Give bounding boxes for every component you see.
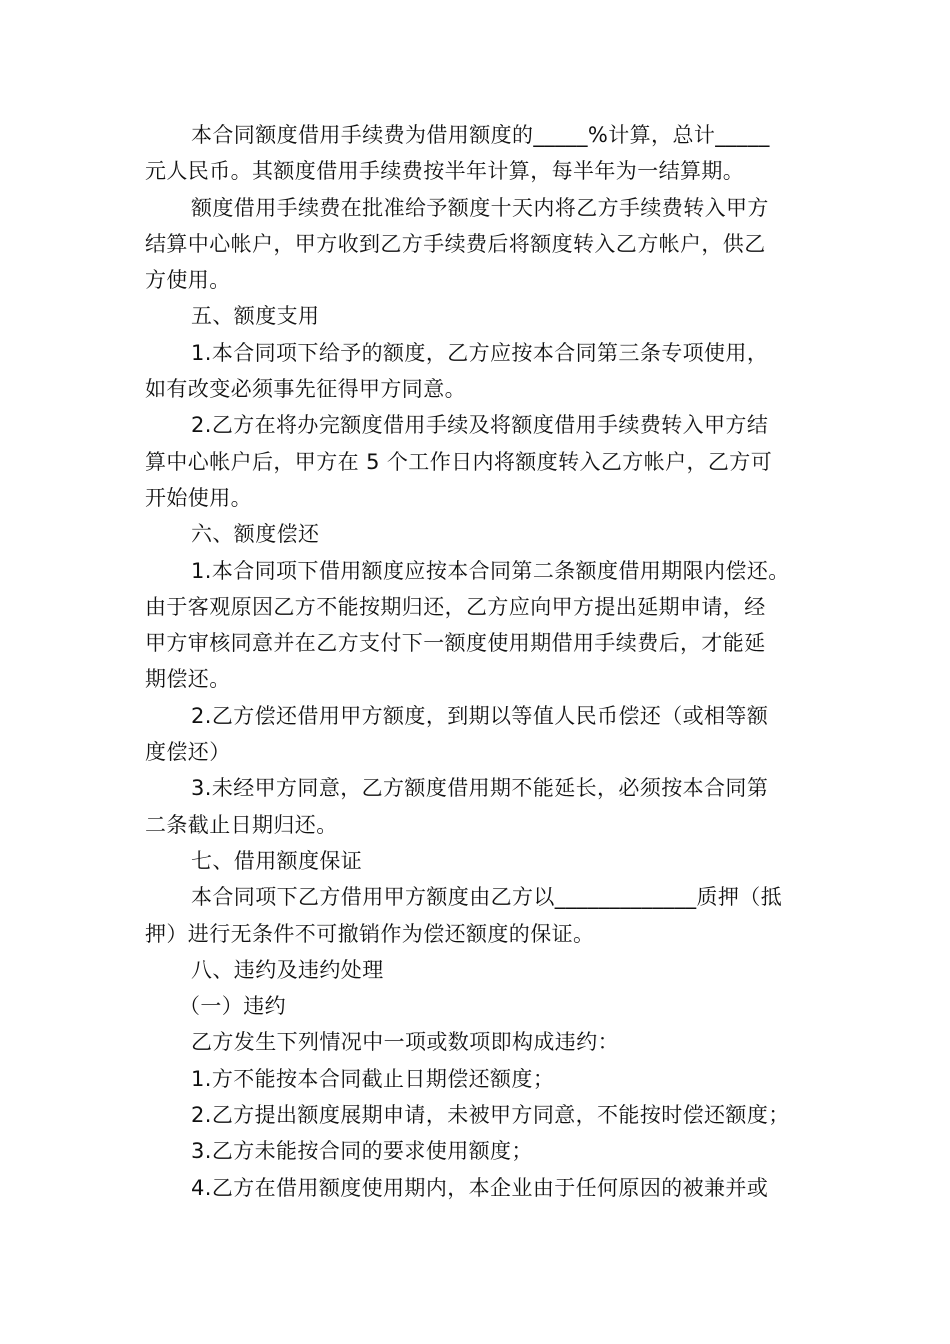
paragraph-line: 由于客观原因乙方不能按期归还，乙方应向甲方提出延期申请，经	[145, 594, 766, 619]
list-item: 2.乙方提出额度展期申请，未被甲方同意，不能按时偿还额度；	[191, 1103, 790, 1128]
paragraph-line: 算中心帐户后，甲方在 5 个工作日内将额度转入乙方帐户，乙方可	[145, 449, 773, 474]
paragraph-line: 2.乙方在将办完额度借用手续及将额度借用手续费转入甲方结	[191, 413, 769, 438]
paragraph-line: 3.未经甲方同意，乙方额度借用期不能延长，必须按本合同第	[191, 776, 769, 801]
paragraph-line: 方使用。	[145, 268, 231, 293]
paragraph-line: 1.本合同项下借用额度应按本合同第二条额度借用期限内偿还。	[191, 558, 790, 583]
paragraph-line: 元人民币。其额度借用手续费按半年计算，每半年为一结算期。	[145, 159, 745, 184]
paragraph-line: 期偿还。	[145, 667, 231, 692]
paragraph-line: 1.本合同项下给予的额度，乙方应按本合同第三条专项使用，	[191, 340, 769, 365]
contract-body	[145, 117, 815, 1206]
paragraph-line: 本合同额度借用手续费为借用额度的_____%计算，总计_____	[191, 123, 770, 147]
paragraph-line: 二条截止日期归还。	[145, 812, 338, 837]
list-item: 4.乙方在借用额度使用期内，本企业由于任何原因的被兼并或	[191, 1175, 769, 1200]
paragraph-line: 开始使用。	[145, 485, 252, 510]
subsection-heading: （一）违约	[179, 994, 286, 1019]
section-heading: 七、借用额度保证	[191, 848, 363, 873]
paragraph-line: 度偿还）	[145, 740, 231, 765]
paragraph-line: 乙方发生下列情况中一项或数项即构成违约：	[191, 1030, 619, 1055]
paragraph-line: 甲方审核同意并在乙方支付下一额度使用期借用手续费后，才能延	[145, 631, 766, 656]
paragraph-line: 额度借用手续费在批准给予额度十天内将乙方手续费转入甲方	[191, 195, 769, 220]
paragraph-line: 如有改变必须事先征得甲方同意。	[145, 377, 466, 402]
paragraph-line: 本合同项下乙方借用甲方额度由乙方以_____________质押（抵	[191, 885, 783, 910]
section-heading: 六、额度偿还	[191, 522, 320, 547]
paragraph-line: 结算中心帐户，甲方收到乙方手续费后将额度转入乙方帐户，供乙	[145, 231, 766, 256]
section-heading: 八、违约及违约处理	[191, 957, 384, 982]
section-heading: 五、额度支用	[191, 304, 320, 329]
list-item: 1.方不能按本合同截止日期偿还额度；	[191, 1066, 555, 1091]
list-item: 3.乙方未能按合同的要求使用额度；	[191, 1139, 533, 1164]
paragraph-line: 押）进行无条件不可撤销作为偿还额度的保证。	[145, 921, 595, 946]
paragraph-line: 2.乙方偿还借用甲方额度，到期以等值人民币偿还（或相等额	[191, 703, 769, 728]
